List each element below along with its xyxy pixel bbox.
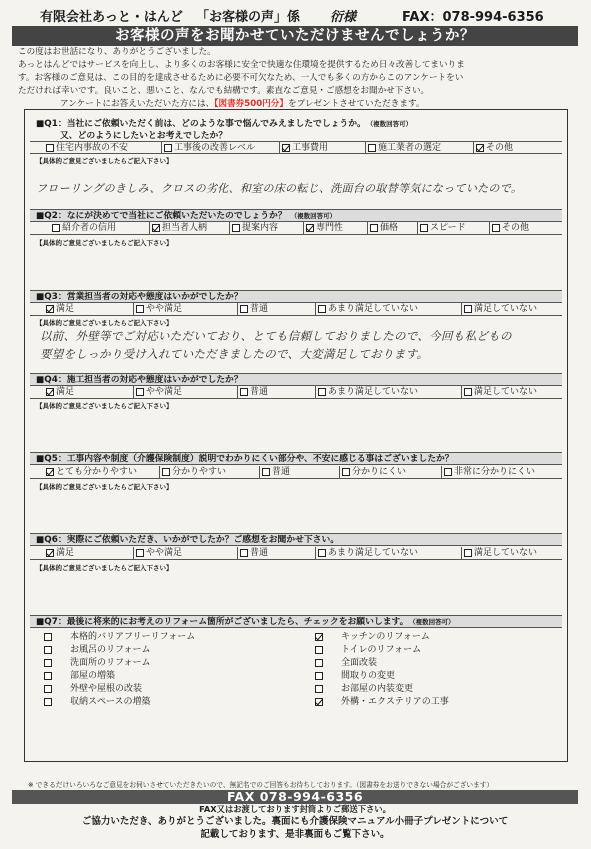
footer-note: ※ できるだけいろいろなご意見をお伺いさせていただきたいので、無記名でのご回答もお待ちしております。（図書券をお送りできない場合がございます）	[28, 781, 494, 789]
q3-title: ■Q3：営業担当者の対応や態度はいかがでしたか？	[30, 290, 562, 303]
checkbox[interactable]	[152, 224, 160, 232]
gift-line	[60, 97, 580, 109]
q2-option[interactable]: 専門性	[304, 222, 368, 234]
checkbox[interactable]	[46, 468, 54, 476]
checkbox[interactable]	[44, 646, 52, 654]
checkbox[interactable]	[315, 659, 323, 667]
q3-options	[30, 303, 562, 316]
q5-option[interactable]: 分かりにくい	[340, 466, 442, 478]
q1-option[interactable]: 工事後の改善レベル	[162, 142, 280, 154]
checkbox[interactable]	[342, 468, 350, 476]
checkbox[interactable]	[315, 646, 323, 654]
checkbox[interactable]	[315, 672, 323, 680]
q3-option[interactable]: やや満足	[134, 303, 238, 315]
q3-detail-label: 【具体的ご意見ございましたらご記入下さい】	[36, 319, 173, 327]
q2-options	[30, 222, 562, 235]
q1-option[interactable]: 住宅内事故の不安	[44, 142, 162, 154]
checkbox[interactable]	[240, 388, 248, 396]
handwritten-name: 衍様	[330, 10, 357, 25]
q5-detail-label: 【具体的ご意見ございましたらご記入下さい】	[36, 483, 173, 491]
q2-option[interactable]: その他	[490, 222, 550, 234]
q4-options	[30, 386, 562, 399]
checkbox[interactable]	[136, 388, 144, 396]
gift-highlight: 【図書券500円分】	[214, 99, 288, 109]
q2-option[interactable]: 担当者人柄	[150, 222, 230, 234]
checkbox[interactable]	[318, 388, 326, 396]
survey-page: 有限会社あっと・はんど 「お客様の声」係 衍様 FAX：078-994-6356 お客様の声をお聞かせていただけませんでしょうか？ この度はお世話になり、ありがとうございました。 あっとはんどではサービスを向上し、より多くのお客様に安全で快適な住環境を提供するため日々改善してまいりま す。お客様のご意見は、この目的を達成させるために必要不可欠なため、一人でも多くの方からこのアンケートをい ただければ幸いです。良いこと、悪いこと、なんでも結構です。素直なご意見・ご感想をお聞かせ下さい。 アンケートにお答えいただいた方には、【図書券500円分】をプレゼントさせていただきます。 ■Q1：当社にご依頼いただく前は、どのような事で悩んでみえましたでしょうか。 （複数回答可） 又、どのようにしたいとお考えでしたか？ 住宅内事故の不安 工事後の改善レベル 工事費用 施工業者の選定 その他 【具体的ご意見ございましたらご記入下さい】 フローリングのきしみ、クロスの劣化、和室の床の転じ、洗面台の取替等気になっていたので。 ■Q2：なにが決めてで当社にご依頼いただいたのでしょうか？ （複数回答可） 紹介者の信用 担当者人柄 提案内容 専門性 価格 スピード その他 【具体的ご意見ございましたらご記入下さい】 ■Q3：営業担当者の対応や態度はいかがでしたか？ 満足 やや満足 普通 あまり満足していない 満足していない 【具体的ご意見ございましたらご記入下さい】 以前、外壁等でご対応いただいており、とても信頼しておりましたので、今回も私どもの 要望をしっかり受け入れていただきましたので、大変満足しております。 ■Q4：施工担当者の対応や態度はいかがでしたか？ 満足 やや満足 普通 あまり満足していない 満足していない 【具体的ご意見ございましたらご記入下さい】 ■Q5：工事内容や制度（介護保険制度）説明でわかりにくい部分や、不安に感じる事はございましたか？ とても分かりやすい 分かりやすい 普通 分かりにくい 非常に分かりにくい 【具体的ご意見ございましたらご記入下さい】 ■Q6：実際にご依頼いただき、いかがでしたか？ご感想をお聞かせ下さい。 満足 やや満足 普通 あまり満足していない 満足していない 【具体的ご意見ございましたらご記入下さい】 ■Q7：最後に将来的にお考えのリフォーム箇所がございましたら、チェックをお願いします。 （複数回答可） 本格的バリアフリーリフォーム お風呂のリフォーム 洗面所のリフォーム 部屋の増築 外壁や屋根の改装 収納スペースの増築 キッチンのリフォーム トイレのリフォーム 全面改装 間取りの変更 お部屋の内装変更 外構・エクステリアの工事 ※ できるだけいろいろなご意見をお伺いさせていただきたいので、無記名でのご回答もお待ちしております。（図書券をお送りできない場合がございます） FAX 078-994-6356 FAX又はお渡しております封筒よりご郵送下さい。 ご協力いただき、ありがとうございました。裏面にも介護保険マニュアル小冊子プレゼントについて 記載しております、是非裏面もご覧下さい。	[0, 0, 591, 849]
checkbox[interactable]	[464, 305, 472, 313]
q6-option[interactable]: 満足	[44, 547, 134, 559]
checkbox[interactable]	[46, 388, 54, 396]
checkbox[interactable]	[136, 305, 144, 313]
q7-multi: （複数回答可）	[412, 618, 455, 626]
q6-option[interactable]: あまり満足していない	[316, 547, 462, 559]
q6-title: ■Q6：実際にご依頼いただき、いかがでしたか？ご感想をお聞かせ下さい。	[30, 533, 562, 546]
q1-detail-label: 【具体的ご意見ございましたらご記入下さい】	[36, 157, 173, 165]
q5-option[interactable]: 分かりやすい	[160, 466, 260, 478]
checkbox[interactable]	[262, 468, 270, 476]
q1-options	[30, 141, 562, 154]
checkbox[interactable]	[44, 633, 52, 641]
q2-detail-label: 【具体的ご意見ございましたらご記入下さい】	[36, 239, 173, 247]
intro-line: す。お客様のご意見は、この目的を達成させるために必要不可欠なため、一人でも多くの方からこのアンケートをい	[18, 73, 464, 83]
q4-option[interactable]: 普通	[238, 386, 316, 398]
checkbox[interactable]	[44, 698, 52, 706]
header-fax: FAX：078-994-6356	[402, 10, 544, 25]
q1-subtitle: 又、どのようにしたいとお考えでしたか？	[60, 131, 228, 141]
q2-option[interactable]: 価格	[368, 222, 418, 234]
intro-line: この度はお世話になり、ありがとうございました。	[18, 47, 216, 57]
checkbox[interactable]	[46, 305, 54, 313]
q2-option[interactable]: 紹介者の信用	[50, 222, 150, 234]
q5-option[interactable]: とても分かりやすい	[44, 466, 160, 478]
checkbox[interactable]	[282, 144, 290, 152]
q2-option[interactable]: スピード	[418, 222, 490, 234]
q4-option[interactable]: 満足していない	[462, 386, 558, 398]
q2-option[interactable]: 提案内容	[230, 222, 304, 234]
fax-bar: FAX 078-994-6356	[12, 790, 578, 804]
closing-text	[12, 815, 578, 841]
q3-answer-line1[interactable]: 以前、外壁等でご対応いただいており、とても信頼しておりましたので、今回も私どもの	[40, 329, 512, 343]
checkbox[interactable]	[46, 144, 54, 152]
q7-title: ■Q7：最後に将来的にお考えのリフォーム箇所がございましたら、チェックをお願いします。 （複数回答可）	[30, 615, 562, 628]
q6-option[interactable]: 満足していない	[462, 547, 558, 559]
checkbox[interactable]	[315, 698, 323, 706]
q5-option[interactable]: 普通	[260, 466, 340, 478]
q1-multi: （複数回答可）	[369, 120, 413, 128]
q6-options	[30, 547, 562, 560]
checkbox[interactable]	[370, 224, 378, 232]
checkbox[interactable]	[240, 305, 248, 313]
intro-line: あっとはんどではサービスを向上し、より多くのお客様に安全で快適な住環境を提供するため日々改善してまいりま	[18, 60, 465, 70]
company-name: 有限会社あっと・はんど	[40, 10, 183, 25]
q1-title-text: ■Q1：当社にご依頼いただく前は、どのような事で悩んでみえましたでしょうか。	[36, 119, 366, 129]
q6-detail-label: 【具体的ご意見ございましたらご記入下さい】	[36, 564, 173, 572]
checkbox[interactable]	[46, 549, 54, 557]
section-name: 「お客様の声」係	[196, 10, 301, 25]
checkbox[interactable]	[136, 549, 144, 557]
checkbox[interactable]	[162, 468, 170, 476]
q6-option[interactable]: 普通	[238, 547, 316, 559]
q1-option[interactable]: 施工業者の選定	[366, 142, 474, 154]
title-banner: お客様の声をお聞かせていただけませんでしょうか？	[12, 26, 578, 46]
checkbox[interactable]	[44, 659, 52, 667]
q1-answer[interactable]: フローリングのきしみ、クロスの劣化、和室の床の転じ、洗面台の取替等気になっていたので。	[36, 182, 523, 195]
checkbox[interactable]	[420, 224, 428, 232]
q3-option[interactable]: 普通	[238, 303, 316, 315]
checkbox[interactable]	[464, 388, 472, 396]
q1-option[interactable]: その他	[474, 142, 544, 154]
q3-option[interactable]: 満足していない	[462, 303, 558, 315]
checkbox[interactable]	[492, 224, 500, 232]
checkbox[interactable]	[52, 224, 60, 232]
checkbox[interactable]	[464, 549, 472, 557]
checkbox[interactable]	[368, 144, 376, 152]
q3-option[interactable]: 満足	[44, 303, 134, 315]
closing-line: 記載しております、是非裏面もご覧下さい。	[200, 829, 390, 840]
intro-line: ただければ幸いです。良いこと、悪いこと、なんでも結構です。素直なご意見・ご感想をお聞かせ下さい。	[18, 86, 430, 96]
q5-title: ■Q5：工事内容や制度（介護保険制度）説明でわかりにくい部分や、不安に感じる事はございましたか？	[30, 452, 562, 465]
q3-option[interactable]: あまり満足していない	[316, 303, 462, 315]
checkbox[interactable]	[240, 549, 248, 557]
q4-option[interactable]: やや満足	[134, 386, 238, 398]
q6-option[interactable]: やや満足	[134, 547, 238, 559]
q5-options	[30, 466, 562, 479]
q4-option[interactable]: 満足	[44, 386, 134, 398]
intro-text	[18, 46, 574, 98]
q4-title: ■Q4：施工担当者の対応や態度はいかがでしたか？	[30, 373, 562, 386]
closing-line: ご協力いただき、ありがとうございました。裏面にも介護保険マニュアル小冊子プレゼントについて	[81, 816, 509, 827]
checkbox[interactable]	[318, 305, 326, 313]
q1-option[interactable]: 工事費用	[280, 142, 366, 154]
header-line	[40, 6, 560, 24]
checkbox[interactable]	[44, 672, 52, 680]
fax-subtext: FAX又はお渡しております封筒よりご郵送下さい。	[199, 804, 391, 814]
q5-option[interactable]: 非常に分かりにくい	[442, 466, 554, 478]
checkbox[interactable]	[44, 685, 52, 693]
q2-multi: （複数回答可）	[290, 212, 337, 220]
checkbox[interactable]	[476, 144, 484, 152]
checkbox[interactable]	[232, 224, 240, 232]
checkbox[interactable]	[444, 468, 452, 476]
q4-detail-label: 【具体的ご意見ございましたらご記入下さい】	[36, 402, 173, 410]
checkbox[interactable]	[315, 685, 323, 693]
checkbox[interactable]	[306, 224, 314, 232]
q3-answer-line2[interactable]: 要望をしっかり受け入れていただきましたので、大変満足しております。	[40, 347, 429, 361]
q2-title: ■Q2：なにが決めてで当社にご依頼いただいたのでしょうか？ （複数回答可）	[30, 209, 562, 222]
checkbox[interactable]	[318, 549, 326, 557]
q4-option[interactable]: あまり満足していない	[316, 386, 462, 398]
checkbox[interactable]	[164, 144, 172, 152]
checkbox[interactable]	[315, 633, 323, 641]
gift-before: アンケートにお答えいただいた方には、	[60, 99, 215, 109]
gift-after: をプレゼントさせていただきます。	[287, 99, 425, 109]
